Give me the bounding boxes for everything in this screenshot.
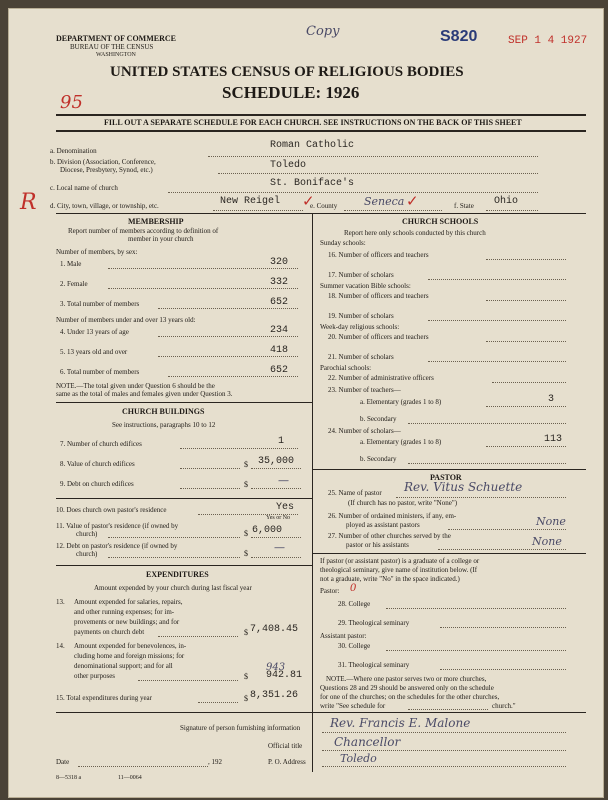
local-name-value: St. Boniface's xyxy=(270,178,355,189)
pastor-note: for one of the churches; on the schedules for the other churches, xyxy=(320,693,500,701)
copy-note: Copy xyxy=(306,24,340,39)
school-row: 24. Number of scholars— xyxy=(328,427,401,435)
other-churches-value: None xyxy=(532,535,562,548)
pastor-hint: (If church has no pastor, write "None") xyxy=(348,499,458,507)
building-row: 8. Value of church edifices xyxy=(60,460,135,468)
pastor-row: 29. Theological seminary xyxy=(338,619,410,627)
yes-no-hint: Yes or No xyxy=(266,515,291,521)
year-label: , 192 xyxy=(208,758,222,766)
total-members-value: 652 xyxy=(270,297,289,308)
residence-value: 6,000 xyxy=(252,525,283,536)
building-row-cont: church) xyxy=(76,550,98,558)
benevolences-note: 943 xyxy=(266,662,286,673)
school-row: 19. Number of scholars xyxy=(328,312,394,320)
membership-note-2: same as the total of males and females given under Question 3. xyxy=(56,390,233,398)
over-13-value: 418 xyxy=(270,345,289,356)
school-subrow: b. Secondary xyxy=(360,415,397,423)
county-label: e. County xyxy=(310,202,338,210)
sunday-label: Sunday schools: xyxy=(320,239,366,247)
building-row: 9. Debt on church edifices xyxy=(60,480,134,488)
q14-line: cluding home and foreign missions; for xyxy=(74,652,185,660)
address-value: Toledo xyxy=(340,752,377,765)
under-13-value: 234 xyxy=(270,325,289,336)
pastor-row: 31. Theological seminary xyxy=(338,661,410,669)
signature-value: Rev. Francis E. Malone xyxy=(330,716,471,730)
pastor-label: Pastor: xyxy=(320,587,340,595)
by-age-label: Number of members under and over 13 years old: xyxy=(56,316,196,324)
edifices-count-value: 1 xyxy=(278,436,285,447)
elementary-scholars-value: 113 xyxy=(544,434,563,445)
school-subrow: b. Secondary xyxy=(360,455,397,463)
county-value: Seneca xyxy=(364,195,405,208)
expenditures-title: EXPENDITURES xyxy=(146,570,209,579)
dollar-sign: $ xyxy=(244,672,248,681)
department-label: DEPARTMENT OF COMMERCE xyxy=(56,34,177,43)
edifices-debt-value: — xyxy=(278,474,289,487)
address-label: P. O. Address xyxy=(268,758,306,766)
division-label: b. Division (Association, Conference, xyxy=(50,158,156,166)
denomination-label: a. Denomination xyxy=(50,147,97,155)
schedule-title: SCHEDULE: 1926 xyxy=(222,83,360,102)
total-expenditures-value: 8,351.26 xyxy=(250,690,299,701)
q13-number: 13. xyxy=(56,598,65,606)
male-value: 320 xyxy=(270,257,289,268)
pastor-name-value: Rev. Vitus Schuette xyxy=(404,480,523,494)
edifices-value: 35,000 xyxy=(258,456,295,467)
denomination-value: Roman Catholic xyxy=(270,140,355,151)
pastor-note: write "See schedule for xyxy=(320,702,386,710)
buildings-sub: See instructions, paragraphs 10 to 12 xyxy=(112,421,216,429)
dollar-sign: $ xyxy=(244,480,248,489)
pastor-row: 27. Number of other churches served by the xyxy=(328,532,451,540)
school-row: 21. Number of scholars xyxy=(328,353,394,361)
buildings-title: CHURCH BUILDINGS xyxy=(122,407,205,416)
r-mark: R xyxy=(20,190,37,215)
membership-row: 6. Total number of members xyxy=(60,368,140,376)
date-label: Date xyxy=(56,758,70,766)
form-title: UNITED STATES CENSUS OF RELIGIOUS BODIES xyxy=(110,64,464,80)
school-row: 18. Number of officers and teachers xyxy=(328,292,429,300)
membership-title: MEMBERSHIP xyxy=(128,217,184,226)
graduate-note: If pastor (or assistant pastor) is a graduate of a college or xyxy=(320,557,480,565)
membership-intro: Report number of members according to definition of xyxy=(68,227,219,235)
dollar-sign: $ xyxy=(244,628,248,637)
check-mark: ✓ xyxy=(302,194,315,210)
q13-line: and other running expenses; for im- xyxy=(74,608,175,616)
pastor-row: 25. Name of pastor xyxy=(328,489,382,497)
benevolences-value: 942.81 xyxy=(266,670,303,681)
pastor-row: 30. College xyxy=(338,642,371,650)
summer-label: Summer vacation Bible schools: xyxy=(320,282,411,290)
pastor-row: 26. Number of ordained ministers, if any, em- xyxy=(328,512,457,520)
building-row: 12. Debt on pastor's residence (if owned by xyxy=(56,542,178,550)
school-row: 17. Number of scholars xyxy=(328,271,394,279)
school-subrow: a. Elementary (grades 1 to 8) xyxy=(360,438,442,446)
q14-number: 14. xyxy=(56,642,65,650)
signature-label: Signature of person furnishing information xyxy=(180,724,301,732)
assistant-pastors-value: None xyxy=(536,515,566,528)
pastor-row: 28. College xyxy=(338,600,371,608)
assistant-label: Assistant pastor: xyxy=(320,632,367,640)
pastor-row-cont: ployed as assistant pastors xyxy=(346,521,420,529)
official-title-label: Official title xyxy=(268,742,303,750)
building-row: 11. Value of pastor's residence (if owned by xyxy=(56,522,179,530)
schools-title: CHURCH SCHOOLS xyxy=(402,217,479,226)
dollar-sign: $ xyxy=(244,694,248,703)
graduate-note: not a graduate, write "No" in the space indicated.) xyxy=(320,575,460,583)
q14-line: Amount expended for benevolences, in- xyxy=(74,642,187,650)
expenditures-sub: Amount expended by your church during last fiscal year xyxy=(94,584,252,592)
serial-number: S820 xyxy=(440,28,478,45)
dollar-sign: $ xyxy=(244,549,248,558)
print-number: 11—0064 xyxy=(118,775,142,781)
building-row: 7. Number of church edifices xyxy=(60,440,142,448)
pastor-note: Questions 28 and 29 should be answered only on the schedule xyxy=(320,684,494,692)
division-label-2: Diocese, Presbytery, Synod, etc.) xyxy=(60,166,153,174)
q14-line: denominational support; and for all xyxy=(74,662,173,670)
city-town-label: d. City, town, village, or township, etc. xyxy=(50,202,159,210)
local-name-label: c. Local name of church xyxy=(50,184,118,192)
school-row: 20. Number of officers and teachers xyxy=(328,333,429,341)
q15-row: 15. Total expenditures during year xyxy=(56,694,152,702)
school-row: 22. Number of administrative officers xyxy=(328,374,434,382)
q13-line: payments on church debt xyxy=(74,628,145,636)
schools-sub: Report here only schools conducted by this church xyxy=(344,229,486,237)
total-members-2-value: 652 xyxy=(270,365,289,376)
elementary-teachers-value: 3 xyxy=(548,394,555,405)
pastor-mark: 0 xyxy=(350,580,356,594)
female-value: 332 xyxy=(270,277,289,288)
parochial-label: Parochial schools: xyxy=(320,364,372,372)
pastor-note: NOTE.—Where one pastor serves two or more churches, xyxy=(326,675,487,683)
membership-note: NOTE.—The total given under Question 6 should be the xyxy=(56,382,215,390)
pastor-title: PASTOR xyxy=(430,473,462,482)
official-title-value: Chancellor xyxy=(334,735,401,749)
division-value: Toledo xyxy=(270,160,307,171)
graduate-note: theological seminary, give name of institution below. (If xyxy=(320,566,478,574)
received-date-stamp: SEP 1 4 1927 xyxy=(508,35,588,47)
q13-line: Amount expended for salaries, repairs, xyxy=(74,598,183,606)
school-row: 23. Number of teachers— xyxy=(328,386,401,394)
q14-line: other purposes xyxy=(74,672,116,680)
membership-row: 4. Under 13 years of age xyxy=(60,328,129,336)
membership-row: 3. Total number of members xyxy=(60,300,140,308)
form-number: 8—5318 a xyxy=(56,775,82,781)
instruction-line: FILL OUT A SEPARATE SCHEDULE FOR EACH CHURCH. SEE INSTRUCTIONS ON THE BACK OF THIS SHEET xyxy=(104,118,522,127)
school-subrow: a. Elementary (grades 1 to 8) xyxy=(360,398,442,406)
pastor-row-cont: pastor or his assistants xyxy=(346,541,409,549)
bureau-label: BUREAU OF THE CENSUS xyxy=(70,43,154,51)
census-schedule-page xyxy=(8,8,604,798)
handwritten-mark: 95 xyxy=(60,92,83,113)
state-label: f. State xyxy=(454,202,474,210)
membership-row: 2. Female xyxy=(60,280,88,288)
dollar-sign: $ xyxy=(244,460,248,469)
residence-debt-value: — xyxy=(274,541,285,554)
building-row: 10. Does church own pastor's residence xyxy=(56,506,167,514)
weekday-label: Week-day religious schools: xyxy=(320,323,400,331)
owns-residence-value: Yes xyxy=(276,502,295,513)
school-row: 16. Number of officers and teachers xyxy=(328,251,429,259)
city-town-value: New Reigel xyxy=(220,196,281,207)
membership-intro-2: member in your church xyxy=(128,235,194,243)
q13-line: provements or new buildings; and for xyxy=(74,618,180,626)
membership-row: 5. 13 years old and over xyxy=(60,348,128,356)
city-label: WASHINGTON xyxy=(96,52,136,58)
running-expenses-value: 7,408.45 xyxy=(250,624,299,635)
state-value: Ohio xyxy=(494,196,519,207)
dollar-sign: $ xyxy=(244,529,248,538)
building-row-cont: church) xyxy=(76,530,98,538)
pastor-note: church." xyxy=(492,702,516,710)
check-mark: ✓ xyxy=(406,194,419,210)
by-sex-label: Number of members, by sex: xyxy=(56,248,138,256)
membership-row: 1. Male xyxy=(60,260,82,268)
